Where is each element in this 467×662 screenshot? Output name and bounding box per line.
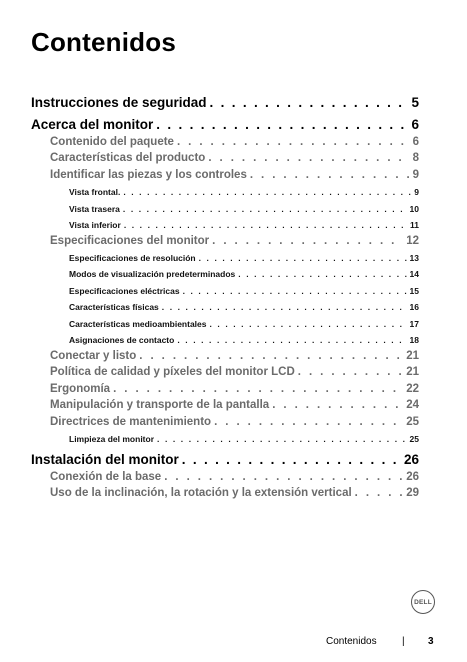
toc-entry-page: 25 <box>406 416 419 428</box>
toc-entry-label: Vista inferior <box>69 220 121 230</box>
toc-entry[interactable] <box>50 416 419 428</box>
footer-page-number: 3 <box>428 636 434 647</box>
toc-entry-page: 9 <box>414 187 419 197</box>
toc-entry-page: 6 <box>412 136 419 148</box>
toc-entry[interactable] <box>50 169 419 181</box>
toc-entry-page: 10 <box>409 204 419 214</box>
toc-entry-page: 12 <box>406 235 419 247</box>
dot-leader <box>214 416 403 428</box>
toc-entry-page: 18 <box>409 335 419 345</box>
toc-entry[interactable] <box>69 286 419 296</box>
toc-entry[interactable] <box>50 152 419 164</box>
footer-section-title: Contenidos <box>326 636 377 647</box>
toc-entry-label: Contenido del paquete <box>50 136 174 148</box>
dot-leader <box>113 383 403 395</box>
dot-leader <box>208 152 409 164</box>
toc-entry-label: Limpieza del monitor <box>69 434 155 444</box>
toc-entry-page: 29 <box>406 487 419 499</box>
toc-entry-label: Vista frontal. <box>69 187 121 197</box>
dot-leader <box>199 253 407 263</box>
dot-leader <box>164 471 403 483</box>
toc-entry-label: Directrices de mantenimiento <box>50 416 212 428</box>
page-title: Contenidos <box>31 27 176 57</box>
dot-leader <box>139 350 403 362</box>
toc-entry-label: Acerca del monitor <box>31 117 154 132</box>
dot-leader <box>210 95 409 110</box>
toc-entry-label: Características físicas <box>69 302 159 312</box>
toc-entry[interactable] <box>50 399 419 411</box>
toc-entry-label: Instrucciones de seguridad <box>31 95 207 110</box>
toc-entry-label: Política de calidad y píxeles del monitor LCD <box>50 366 295 378</box>
dot-leader <box>123 204 407 214</box>
toc-entry-label: Uso de la inclinación, la rotación y la extensión vertical <box>50 487 352 499</box>
dot-leader <box>162 302 407 312</box>
dot-leader <box>238 269 406 279</box>
dot-leader <box>272 399 403 411</box>
toc-entry-page: 21 <box>406 366 419 378</box>
toc-entry-label: Conexión de la base <box>50 471 162 483</box>
toc-entry[interactable] <box>69 269 419 279</box>
dot-leader <box>209 319 406 329</box>
toc-entry-label: Especificaciones eléctricas <box>69 286 180 296</box>
toc-entry-page: 11 <box>410 220 419 230</box>
toc-entry-page: 17 <box>409 319 419 329</box>
dell-logo-icon <box>411 590 435 614</box>
toc-entry[interactable] <box>50 350 419 362</box>
toc-entry-label: Modos de visualización predeterminados <box>69 269 236 279</box>
toc-entry[interactable] <box>69 302 419 312</box>
toc-entry[interactable] <box>50 383 419 395</box>
dot-leader <box>156 117 408 132</box>
toc-entry-page: 21 <box>406 350 419 362</box>
toc-entry-page: 8 <box>412 152 419 164</box>
toc-entry-page: 26 <box>403 452 419 467</box>
toc-entry-page: 6 <box>411 117 419 132</box>
toc-entry-label: Identificar las piezas y los controles <box>50 169 247 181</box>
footer-separator: | <box>402 636 405 647</box>
toc-entry-label: Vista trasera <box>69 204 120 214</box>
dot-leader <box>177 335 406 345</box>
toc-entry[interactable] <box>69 253 419 263</box>
toc-entry-label: Especificaciones de resolución <box>69 253 196 263</box>
dot-leader <box>250 169 410 181</box>
toc-entry-label: Instalación del monitor <box>31 452 179 467</box>
toc-entry[interactable] <box>69 319 419 329</box>
toc-entry[interactable] <box>50 136 419 148</box>
dot-leader <box>212 235 403 247</box>
toc-entry-page: 15 <box>409 286 419 296</box>
toc-entry[interactable] <box>31 452 419 467</box>
toc-entry[interactable] <box>69 220 419 230</box>
toc-entry-label: Ergonomía <box>50 383 111 395</box>
logo-text: DELL <box>414 598 432 606</box>
toc-entry-label: Conectar y listo <box>50 350 137 362</box>
toc-entry-page: 13 <box>409 253 419 263</box>
dot-leader <box>183 286 407 296</box>
dot-leader <box>298 366 403 378</box>
dot-leader <box>182 452 401 467</box>
toc-entry-label: Características medioambientales <box>69 319 207 329</box>
toc-entry-page: 5 <box>411 95 419 110</box>
toc-entry[interactable] <box>31 117 419 132</box>
toc-entry-label: Características del producto <box>50 152 206 164</box>
dot-leader <box>123 187 411 197</box>
toc-entry-label: Manipulación y transporte de la pantalla <box>50 399 270 411</box>
toc-entry[interactable] <box>69 187 419 197</box>
toc-entry-page: 26 <box>406 471 419 483</box>
toc-entry[interactable] <box>50 235 419 247</box>
toc-entry[interactable] <box>31 95 419 110</box>
toc-entry[interactable] <box>50 366 419 378</box>
toc-entry[interactable] <box>69 434 419 444</box>
toc-entry-page: 16 <box>409 302 419 312</box>
toc-entry-page: 14 <box>409 269 419 279</box>
toc-entry-page: 9 <box>412 169 419 181</box>
toc-entry[interactable] <box>69 204 419 214</box>
toc-entry[interactable] <box>69 335 419 345</box>
dot-leader <box>177 136 410 148</box>
toc-entry-page: 25 <box>409 434 419 444</box>
toc-entry[interactable] <box>50 487 419 499</box>
dot-leader <box>355 487 404 499</box>
toc-entry-label: Asignaciones de contacto <box>69 335 175 345</box>
toc-entry[interactable] <box>50 471 419 483</box>
toc-entry-page: 24 <box>406 399 419 411</box>
toc-entry-page: 22 <box>406 383 419 395</box>
toc-entry-label: Especificaciones del monitor <box>50 235 210 247</box>
dot-leader <box>157 434 407 444</box>
dot-leader <box>124 220 407 230</box>
